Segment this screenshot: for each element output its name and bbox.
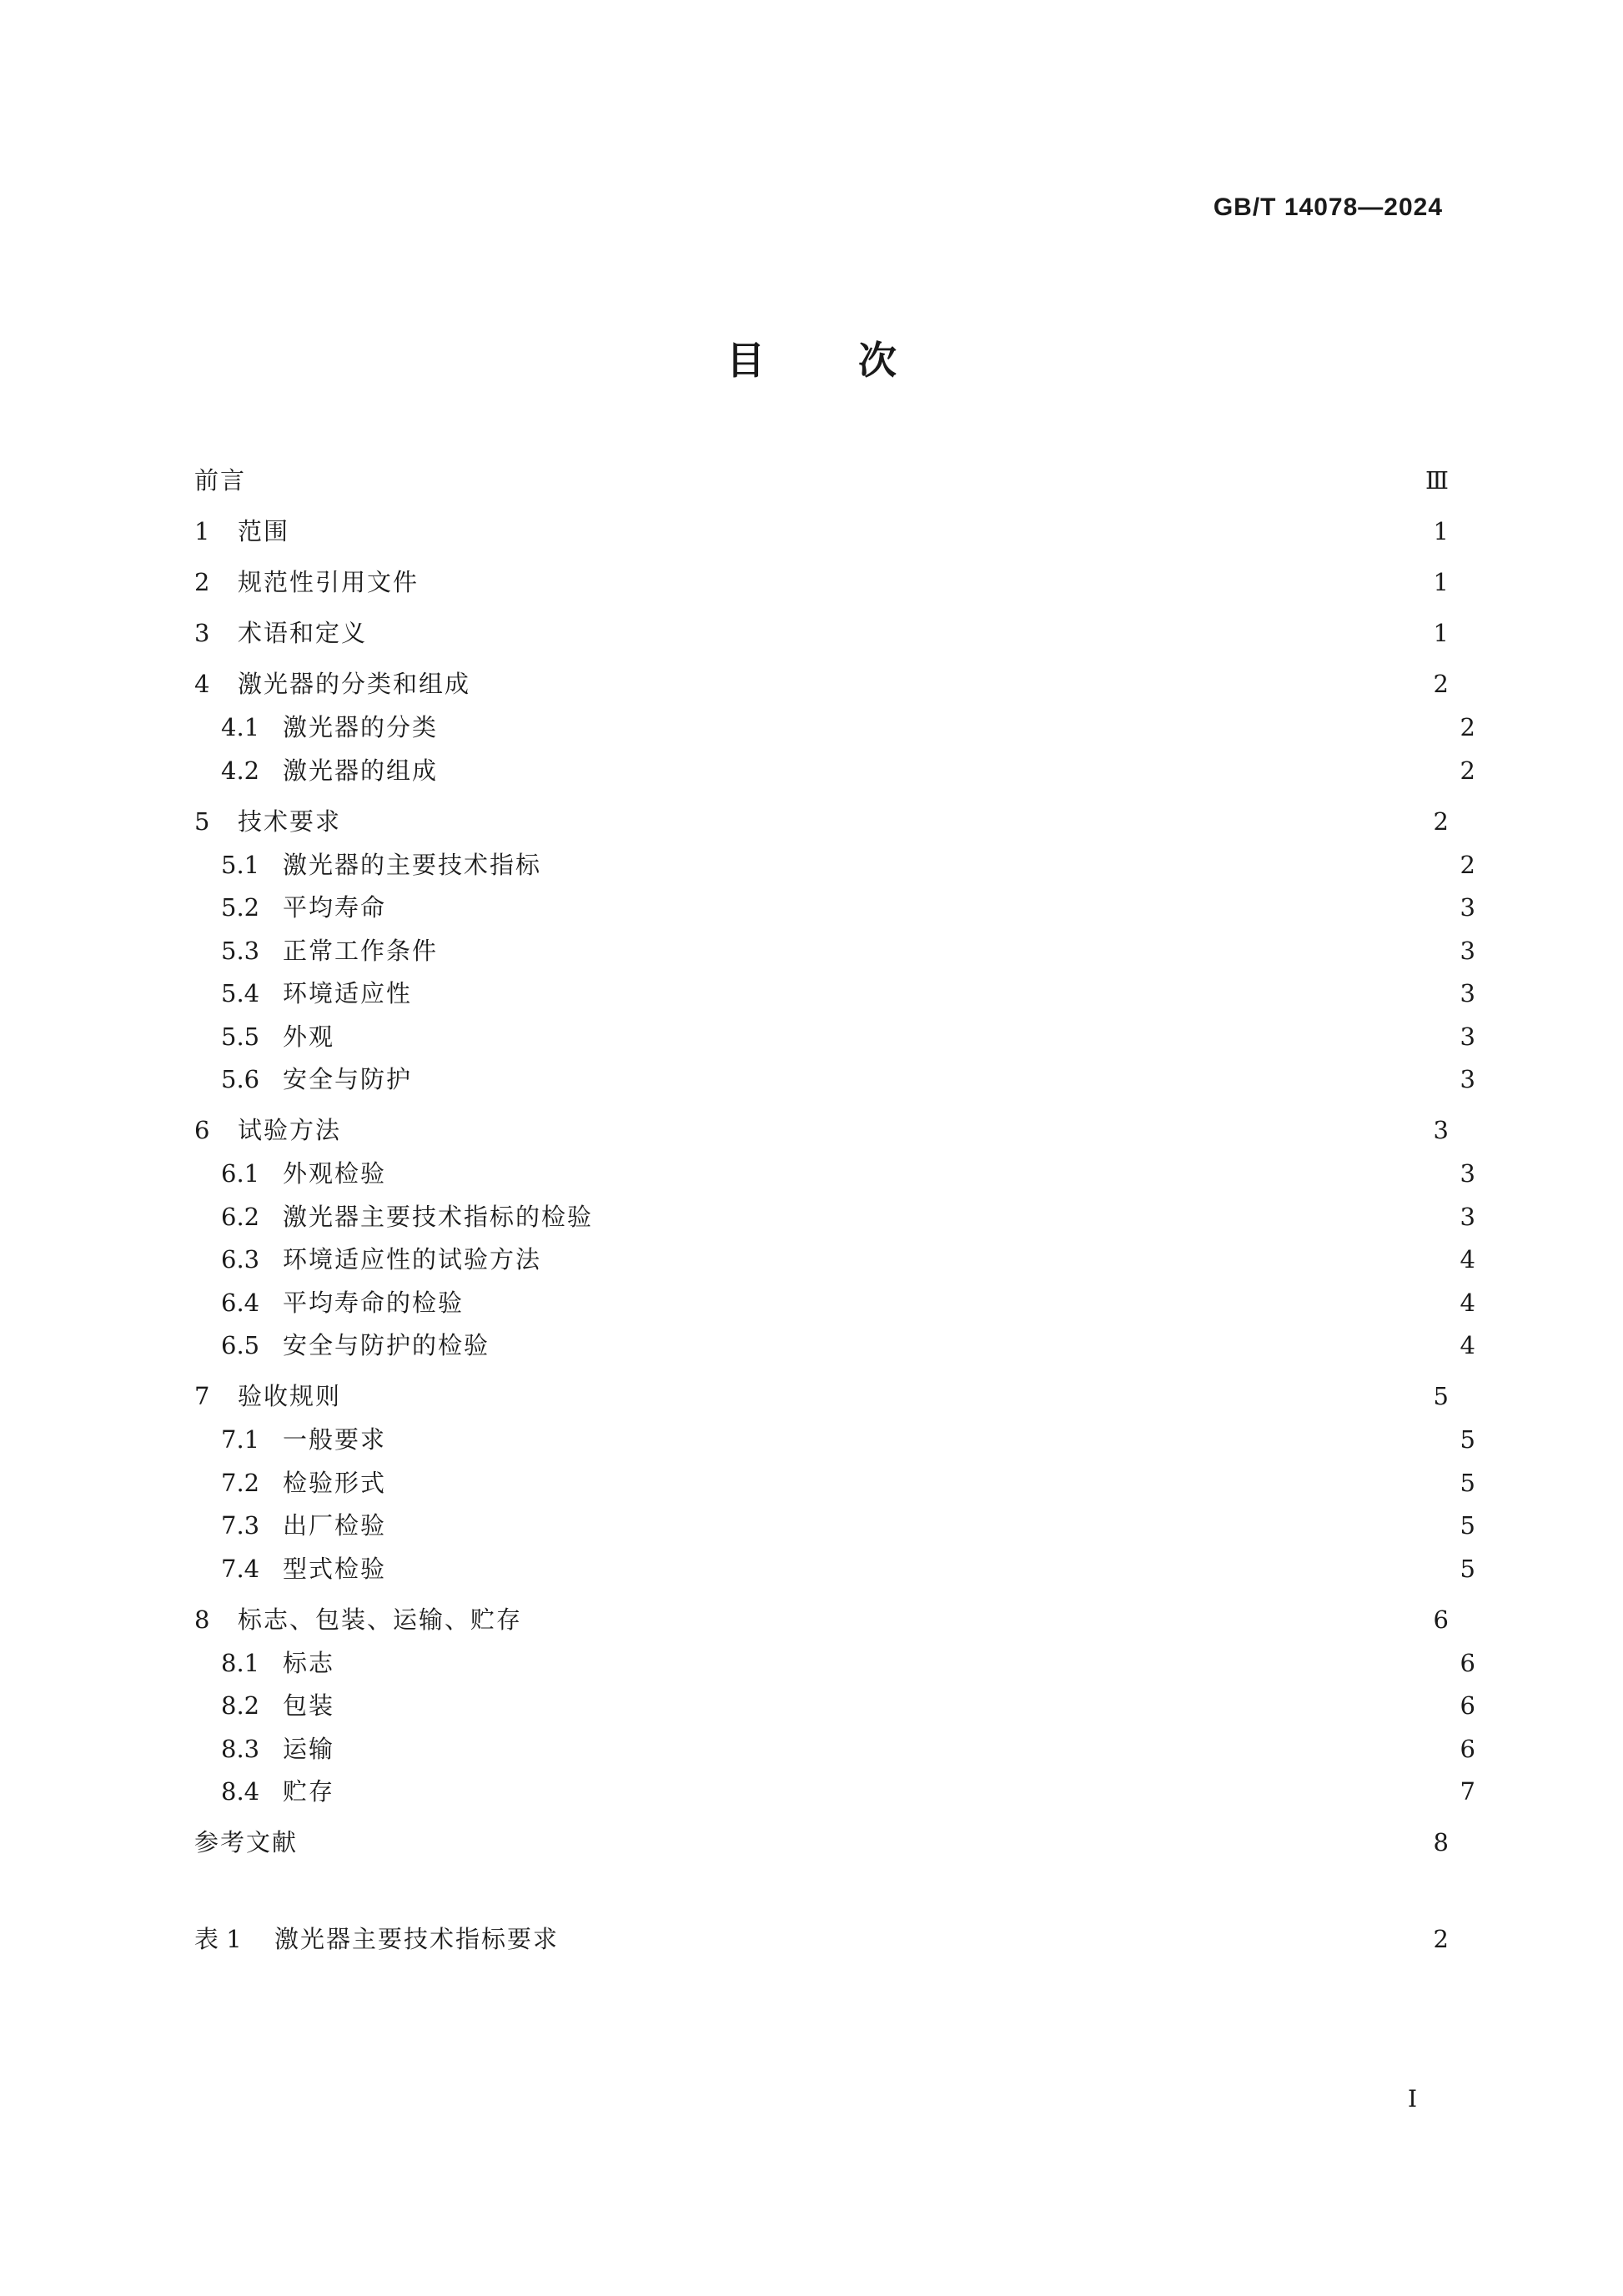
toc-entry[interactable] xyxy=(194,1689,1475,1722)
toc-dot-leader xyxy=(393,1509,1454,1542)
toc-entry-page: 1 xyxy=(1433,568,1449,596)
toc-entry-number: 4 xyxy=(194,670,210,698)
toc-entry[interactable] xyxy=(194,1379,1449,1413)
toc-entry[interactable] xyxy=(194,754,1475,787)
toc-entry[interactable] xyxy=(194,1922,1449,1956)
toc-dot-leader xyxy=(445,754,1454,787)
toc-entry-number: 8.4 xyxy=(221,1777,260,1806)
toc-dot-leader xyxy=(529,1603,1427,1636)
toc-entry-label: 标志、包装、运输、贮存 xyxy=(238,1605,523,1634)
toc-entry-page: 3 xyxy=(1460,937,1475,965)
toc-title-char-1: 目 xyxy=(726,338,765,383)
toc-entry-label: 包装 xyxy=(283,1691,335,1720)
toc-entry-page: 5 xyxy=(1460,1469,1475,1497)
toc-entry-label: 激光器主要技术指标的检验 xyxy=(283,1203,594,1231)
toc-entry[interactable] xyxy=(194,1466,1475,1500)
toc-dot-leader xyxy=(393,1552,1454,1585)
toc-entry-label: 贮存 xyxy=(283,1777,335,1806)
toc-entry[interactable] xyxy=(194,891,1475,924)
toc-entry[interactable] xyxy=(194,934,1475,967)
toc-entry[interactable] xyxy=(194,1157,1475,1190)
toc-entry[interactable] xyxy=(194,1329,1475,1362)
toc-entry[interactable] xyxy=(194,1200,1475,1233)
toc-entry-label: 正常工作条件 xyxy=(283,937,439,965)
toc-entry-page: 5 xyxy=(1460,1425,1475,1454)
toc-entry-label: 平均寿命 xyxy=(283,893,387,922)
toc-entry-number: 8.1 xyxy=(221,1649,260,1677)
toc-dot-leader xyxy=(600,1200,1454,1233)
toc-entry-label: 安全与防护 xyxy=(283,1065,413,1093)
toc-entry-number: 5.1 xyxy=(221,851,260,879)
toc-entry-page: 6 xyxy=(1433,1605,1449,1634)
toc-entry-page: 3 xyxy=(1460,1065,1475,1093)
toc-entry-label: 环境适应性的试验方法 xyxy=(283,1245,542,1274)
toc-dot-leader xyxy=(496,1329,1454,1362)
toc-entry-label: 激光器的组成 xyxy=(283,756,439,785)
toc-entry-label: 范围 xyxy=(238,517,290,545)
toc-entry-page: 3 xyxy=(1460,1159,1475,1188)
toc-entry[interactable] xyxy=(194,805,1449,838)
toc-entry-number: 6.2 xyxy=(221,1203,260,1231)
toc-entry-number: 8 xyxy=(194,1605,210,1634)
toc-entry[interactable] xyxy=(194,1020,1475,1053)
toc-entry-number: 7 xyxy=(194,1382,210,1410)
toc-dot-leader xyxy=(548,848,1454,882)
toc-entry-page: 3 xyxy=(1460,1203,1475,1231)
toc-entry-number: 7.4 xyxy=(221,1555,260,1583)
toc-entry-label: 检验形式 xyxy=(283,1469,387,1497)
toc-dot-leader xyxy=(341,1020,1454,1053)
toc-entry-page: 4 xyxy=(1460,1289,1475,1317)
toc-dot-leader xyxy=(296,515,1427,548)
toc-dot-leader xyxy=(419,1063,1454,1096)
toc-entry[interactable] xyxy=(194,1423,1475,1456)
toc-entry-label: 出厂检验 xyxy=(283,1511,387,1540)
toc-dot-leader xyxy=(393,1423,1454,1456)
toc-dot-leader xyxy=(341,1646,1454,1680)
toc-entry[interactable] xyxy=(194,1732,1475,1766)
toc-entry-label: 参考文献 xyxy=(194,1828,299,1856)
toc-entry-number: 1 xyxy=(194,517,210,545)
toc-entry[interactable] xyxy=(194,1826,1449,1859)
toc-entry-number: 5.5 xyxy=(221,1022,260,1051)
toc-entry-number: 6.3 xyxy=(221,1245,260,1274)
toc-dot-leader xyxy=(445,711,1454,744)
toc-entry-label: 验收规则 xyxy=(238,1382,342,1410)
toc-entry-label: 运输 xyxy=(283,1735,335,1763)
toc-dot-leader xyxy=(374,616,1427,650)
toc-entry-page: 3 xyxy=(1460,1022,1475,1051)
toc-dot-leader xyxy=(348,805,1427,838)
toc-entry-page: Ⅲ xyxy=(1425,466,1449,495)
toc-entry-page: 2 xyxy=(1460,756,1475,785)
toc-entry-page: 4 xyxy=(1460,1331,1475,1359)
toc-entry-number: 8.3 xyxy=(221,1735,260,1763)
toc-entry[interactable] xyxy=(194,1646,1475,1680)
toc-entry-label: 一般要求 xyxy=(283,1425,387,1454)
toc-title xyxy=(0,330,1623,385)
toc-entry-label: 标志 xyxy=(283,1649,335,1677)
toc-entry-number: 3 xyxy=(194,619,210,647)
toc-entry-label: 试验方法 xyxy=(238,1116,342,1144)
toc-entry-number: 4.1 xyxy=(221,713,260,741)
toc-dot-leader xyxy=(348,1113,1427,1147)
toc-entry-page: 3 xyxy=(1433,1116,1449,1144)
toc-entry[interactable] xyxy=(194,515,1449,548)
toc-entry-label: 激光器的分类和组成 xyxy=(238,670,471,698)
toc-dot-leader xyxy=(348,1379,1427,1413)
toc-dot-leader xyxy=(393,1466,1454,1500)
toc-entry-label: 型式检验 xyxy=(283,1555,387,1583)
toc-entry-page: 3 xyxy=(1460,893,1475,922)
toc-entry-label: 术语和定义 xyxy=(238,619,368,647)
toc-entry-label: 激光器的分类 xyxy=(283,713,439,741)
toc-title-char-2: 次 xyxy=(858,338,897,383)
toc-entry-number: 7.2 xyxy=(221,1469,260,1497)
toc-dot-leader xyxy=(565,1922,1427,1956)
page-number: Ⅰ xyxy=(1407,2085,1417,2113)
toc-entry-label: 规范性引用文件 xyxy=(238,568,420,596)
toc-entry[interactable] xyxy=(194,616,1449,650)
toc-entry-number: 2 xyxy=(194,568,210,596)
toc-entry[interactable] xyxy=(194,667,1449,701)
toc-entry-number: 6 xyxy=(194,1116,210,1144)
toc-entry[interactable] xyxy=(194,565,1449,599)
toc-entry-page: 5 xyxy=(1433,1382,1449,1410)
toc-entry[interactable] xyxy=(194,1286,1475,1319)
toc-entry[interactable] xyxy=(194,1603,1449,1636)
toc-dot-leader xyxy=(341,1732,1454,1766)
toc-dot-leader xyxy=(393,891,1454,924)
toc-entry-number: 5.2 xyxy=(221,893,260,922)
toc-entry-page: 2 xyxy=(1433,1925,1449,1953)
toc-entry-label: 外观 xyxy=(283,1022,335,1051)
toc-entry-page: 2 xyxy=(1460,713,1475,741)
toc-entry-page: 7 xyxy=(1460,1777,1475,1806)
toc-entry-number: 6.5 xyxy=(221,1331,260,1359)
toc-entry-label: 前言 xyxy=(194,466,247,495)
toc-entry-page: 2 xyxy=(1433,807,1449,836)
toc-entry[interactable] xyxy=(194,464,1449,497)
toc-entry-page: 6 xyxy=(1460,1649,1475,1677)
toc-entry-number: 7.3 xyxy=(221,1511,260,1540)
toc-entry-number: 8.2 xyxy=(221,1691,260,1720)
toc-dot-leader xyxy=(253,464,1419,497)
toc-entry-label: 激光器主要技术指标要求 xyxy=(274,1925,560,1953)
toc-entry-number: 7.1 xyxy=(221,1425,260,1454)
toc-dot-leader xyxy=(477,667,1427,701)
toc-entry-number: 表 1 xyxy=(194,1925,242,1953)
toc-dot-leader xyxy=(341,1775,1454,1808)
toc-entry-label: 平均寿命的检验 xyxy=(283,1289,465,1317)
toc-dot-leader xyxy=(419,977,1454,1010)
toc-entry-number: 4.2 xyxy=(221,756,260,785)
document-code: GB/T 14078—2024 xyxy=(1213,193,1443,221)
toc-entry-label: 环境适应性 xyxy=(283,979,413,1007)
toc-entry-page: 2 xyxy=(1460,851,1475,879)
toc-entry[interactable] xyxy=(194,1552,1475,1585)
toc-entry[interactable] xyxy=(194,711,1475,744)
toc-entry-page: 5 xyxy=(1460,1511,1475,1540)
toc-entry[interactable] xyxy=(194,977,1475,1010)
toc-entry[interactable] xyxy=(194,1509,1475,1542)
toc-entry-page: 1 xyxy=(1433,517,1449,545)
toc-dot-leader xyxy=(445,934,1454,967)
toc-entry-label: 外观检验 xyxy=(283,1159,387,1188)
toc-entry-number: 5.4 xyxy=(221,979,260,1007)
toc-entry-page: 4 xyxy=(1460,1245,1475,1274)
toc-entry-page: 2 xyxy=(1433,670,1449,698)
toc-entry-page: 6 xyxy=(1460,1735,1475,1763)
toc-entry-page: 3 xyxy=(1460,979,1475,1007)
toc-entry[interactable] xyxy=(194,1063,1475,1096)
toc-dot-leader xyxy=(470,1286,1454,1319)
toc-entry[interactable] xyxy=(194,1775,1475,1808)
toc-entry-number: 5.6 xyxy=(221,1065,260,1093)
toc-entry-label: 激光器的主要技术指标 xyxy=(283,851,542,879)
toc-entry-number: 5.3 xyxy=(221,937,260,965)
toc-entry-number: 6.1 xyxy=(221,1159,260,1188)
toc-entry-label: 技术要求 xyxy=(238,807,342,836)
toc-dot-leader xyxy=(425,565,1427,599)
toc-entry-number: 6.4 xyxy=(221,1289,260,1317)
toc-entry-page: 5 xyxy=(1460,1555,1475,1583)
toc-entry[interactable] xyxy=(194,848,1475,882)
toc-entry-page: 1 xyxy=(1433,619,1449,647)
toc-dot-leader xyxy=(393,1157,1454,1190)
toc-entry[interactable] xyxy=(194,1243,1475,1276)
toc-entry-page: 6 xyxy=(1460,1691,1475,1720)
toc-entry[interactable] xyxy=(194,1113,1449,1147)
toc-entry-label: 安全与防护的检验 xyxy=(283,1331,490,1359)
toc-dot-leader xyxy=(341,1689,1454,1722)
toc-entry-page: 8 xyxy=(1433,1828,1449,1856)
toc-entry-number: 5 xyxy=(194,807,210,836)
toc-dot-leader xyxy=(304,1826,1427,1859)
toc-dot-leader xyxy=(548,1243,1454,1276)
